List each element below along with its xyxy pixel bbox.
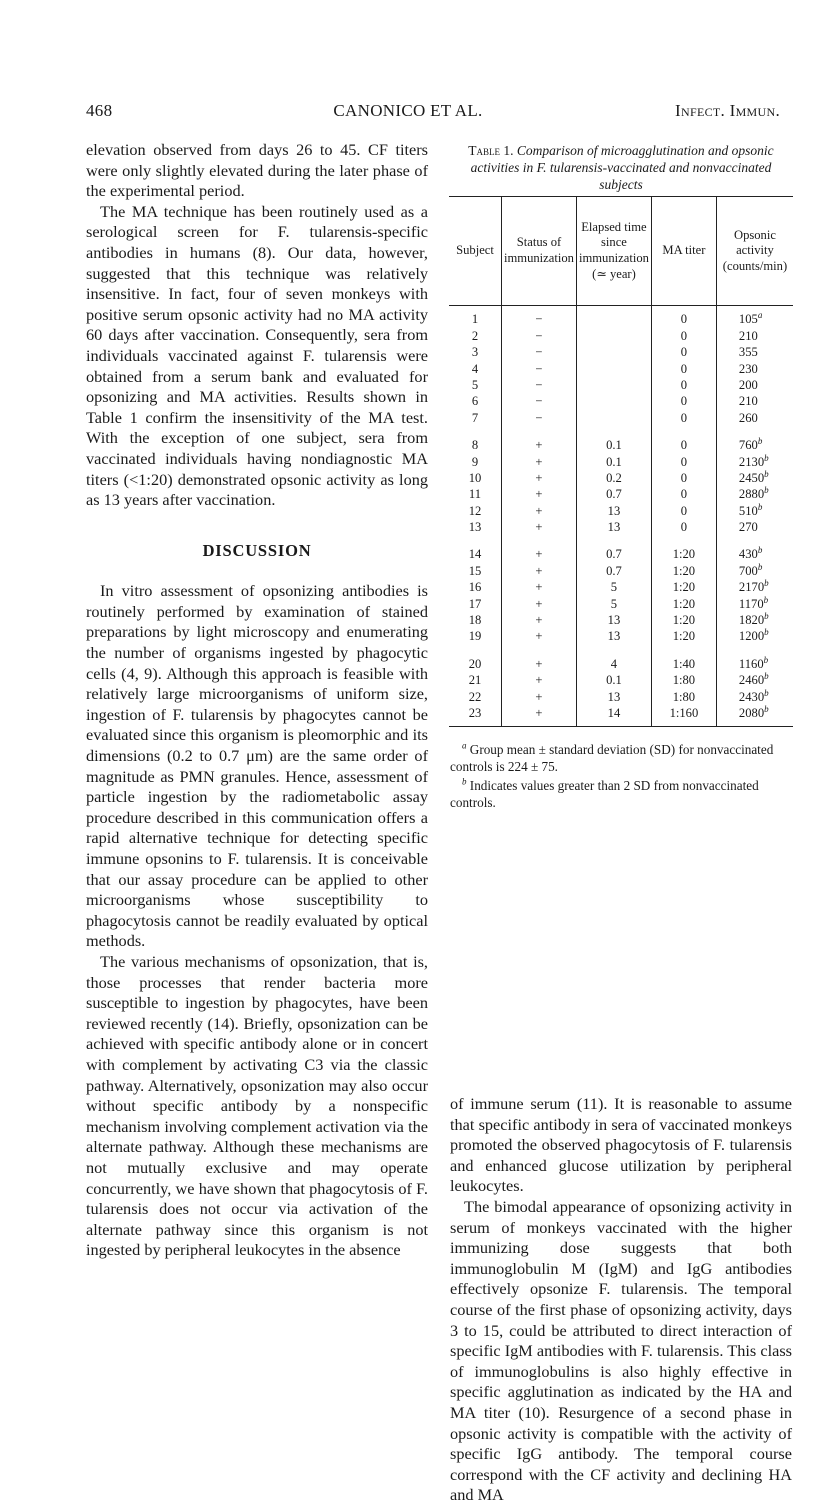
section-heading: DISCUSSION	[202, 540, 312, 560]
table-cell: +	[502, 563, 577, 579]
table-cell: 1:20	[651, 563, 716, 579]
table-cell: 0.2	[576, 471, 651, 487]
table-cell: 13	[576, 613, 651, 629]
table-cell	[716, 378, 793, 394]
footnote-marker: b	[757, 501, 763, 512]
table-cell: 16	[468, 580, 482, 595]
table-row	[449, 580, 793, 596]
table-cell: 13	[576, 689, 651, 705]
table-cell	[716, 673, 793, 689]
table-caption-text: Comparison of microagglutination and opsonic activities in F. tularensis-vaccinated and nonvaccinated subjects	[470, 143, 774, 192]
table-cell: +	[502, 487, 577, 503]
table-row	[449, 520, 793, 536]
footnote-marker: b	[757, 435, 763, 446]
table-cell: 20	[468, 656, 482, 671]
table-cell: 13	[468, 520, 482, 535]
footnote-marker: b	[764, 468, 769, 479]
table-cell: 0.1	[576, 427, 651, 454]
paragraph: The MA technique has been routinely used as a serological screen for F. tularensis-specific antibodies in humans (8). Our data, however, suggested that this technique was relatively insensitive. In fact, four of seven monkeys with positive serum opsonic activity had no MA activity 60 days after vaccination. Consequently, sera from individuals vaccinated against F. tularensis were obtained from a serum bank and evaluated for opsonizing and MA activities. Results shown in Table 1 confirm the insensitivity of the MA test. With the exception of one subject, sera from vaccinated individuals having nondiagnostic MA titers (<1:20) demonstrated opsonic activity as long as 13 years after vaccination.	[86, 201, 428, 510]
footnote-marker: b	[764, 627, 769, 638]
table-cell: 1:80	[651, 689, 716, 705]
table-cell: 1:20	[651, 629, 716, 645]
paragraph: The various mechanisms of opsonization, that is, those processes that render bacteria more susceptible to ingestion by phagocytes, have been reviewed recently (14). Briefly, opsonization can be achieved with specific antibody alone or in concert with complement by activating C3 via the classic pathway. Alternatively, opsonization may also occur without specific antibody by a nonspecific mechanism involving complement activation via the alternate pathway. Although these mechanisms are not mutually exclusive and may operate concurrently, we have shown that phagocytosis of F. tularensis does not occur via activation of the alternate pathway since this organism is not ingested by peripheral leukocytes in the absence	[86, 951, 428, 1260]
table-cell	[576, 345, 651, 361]
footnote-marker: b	[763, 654, 769, 665]
cell-value: 2430	[738, 689, 765, 704]
cell-value: 230	[738, 361, 758, 376]
table-cell	[576, 378, 651, 394]
table-cell: −	[502, 361, 577, 377]
table-cell	[716, 610, 793, 629]
table-cell	[576, 306, 651, 329]
page-number: 468	[86, 101, 113, 120]
table-row	[449, 613, 793, 629]
table-row	[449, 427, 793, 454]
footnote-marker: b	[757, 561, 763, 572]
table-cell: 1:160	[651, 706, 716, 727]
table-row	[449, 454, 793, 470]
table-cell: +	[502, 596, 577, 612]
table-cell	[716, 394, 793, 410]
footnote-marker: b	[764, 485, 769, 496]
table-cell: 23	[449, 706, 502, 727]
table-cell: +	[502, 471, 577, 487]
table-cell: 18	[468, 613, 482, 628]
footnote-marker: b	[764, 452, 769, 463]
table-cell	[576, 410, 651, 426]
table-cell	[716, 689, 793, 705]
table-cell	[716, 427, 793, 454]
table-label: Table 1.	[468, 143, 514, 158]
table-header-row	[449, 197, 793, 306]
table-cell	[716, 410, 793, 426]
table-cell: −	[502, 306, 577, 329]
table-cell	[716, 536, 793, 563]
table-cell: +	[502, 613, 577, 629]
table-cell: 13	[576, 503, 651, 519]
table-row	[449, 706, 793, 727]
table-cell: 7	[471, 410, 479, 425]
table-cell: 0	[651, 394, 716, 410]
cell-value: 2080	[738, 705, 765, 720]
table-cell: 22	[468, 689, 482, 704]
table-cell: 0	[651, 503, 716, 519]
table-row	[449, 394, 793, 410]
table-row	[449, 673, 793, 689]
cell-value: 700	[738, 563, 758, 578]
footnote-marker: a	[757, 310, 763, 321]
table-cell: +	[502, 689, 577, 705]
table-cell: 0	[651, 378, 716, 394]
cell-value: 2450	[738, 470, 765, 485]
table-cell: 1:40	[651, 645, 716, 672]
table-cell: 0	[651, 427, 716, 454]
table-cell: +	[502, 536, 577, 563]
column-header: Status of immunization	[502, 197, 577, 306]
table-cell: +	[502, 427, 577, 454]
table-row	[449, 487, 793, 503]
footnote-marker: b	[764, 610, 769, 621]
paragraph: elevation observed from days 26 to 45. CF titers were only slightly elevated during the later phase of the experimental period.	[86, 140, 428, 201]
table-cell: 21	[468, 673, 482, 688]
table-cell	[716, 629, 793, 645]
table-footnotes	[450, 742, 792, 814]
journal-name: Infect. Immun.	[675, 101, 780, 120]
table-cell	[716, 503, 793, 519]
table-cell	[716, 454, 793, 470]
table-cell: 13	[576, 629, 651, 645]
table-cell	[716, 328, 793, 344]
table-cell: 0	[651, 471, 716, 487]
table-cell: 14	[468, 547, 482, 562]
table-cell: 0	[651, 520, 716, 536]
table-cell: 15	[468, 563, 482, 578]
cell-value: 210	[738, 328, 758, 343]
table-cell: 5	[576, 596, 651, 612]
table-row	[449, 645, 793, 672]
table-cell: 13	[576, 520, 651, 536]
cell-value: 105	[738, 312, 758, 327]
footnote: $^b$ Indicates values greater than 2 SD from nonvaccinated controls.	[450, 776, 759, 810]
table-cell	[716, 703, 793, 727]
table-cell: −	[502, 410, 577, 426]
table-cell: +	[502, 629, 577, 645]
table-cell: 2	[471, 328, 479, 343]
table-cell: 8	[471, 438, 479, 453]
footnote-marker: b	[757, 545, 763, 556]
table-cell	[716, 361, 793, 377]
table-cell	[716, 563, 793, 579]
footnote-marker: b	[763, 594, 769, 605]
table-row	[449, 536, 793, 563]
table-cell: 9	[471, 454, 479, 469]
table-row	[449, 629, 793, 645]
column-header: Opsonic activity (counts/min)	[716, 197, 793, 306]
cell-value: 760	[738, 438, 758, 453]
table-cell	[576, 394, 651, 410]
table-cell: −	[502, 328, 577, 344]
table-cell: 11	[468, 487, 482, 502]
table-cell	[716, 520, 793, 536]
table-cell: 1:20	[651, 613, 716, 629]
table-cell: 0	[651, 345, 716, 361]
cell-value: 510	[738, 503, 758, 518]
table-cell: −	[502, 378, 577, 394]
column-header: Subject	[449, 197, 502, 306]
table-row	[449, 563, 793, 579]
table-cell	[716, 468, 793, 487]
table-row	[449, 378, 793, 394]
cell-value: 200	[738, 377, 758, 392]
footnote-marker: b	[764, 703, 769, 714]
table-cell: 5	[576, 580, 651, 596]
cell-value: 2460	[738, 673, 765, 688]
table-row	[449, 410, 793, 426]
left-column	[86, 140, 428, 1261]
table-cell: 17	[468, 596, 482, 611]
column-header: MA titer	[651, 197, 716, 306]
table-row	[449, 503, 793, 519]
table-row	[449, 361, 793, 377]
footnote-marker: b	[764, 687, 769, 698]
paragraph: In vitro assessment of opsonizing antibodies is routinely performed by examination of stained preparations by light microscopy and enumerating the number of organisms ingested by phagocytic cells (4, 9). Although this approach is feasible with relatively large microorganisms of uniform size, ingestion of F. tularensis by phagocytes cannot be evaluated since this organism is pleomorphic and its dimensions (0.2 to 0.7 μm) are the same order of magnitude as PMN granules. Hence, assessment of particle ingestion by the radiometabolic assay procedure described in this communication offers a rapid alternative technique for detecting specific immune opsonins to F. tularensis. It is conceivable that our assay procedure can be applied to other microorganisms whose susceptibility to phagocytosis cannot be readily evaluated by optical methods.	[86, 581, 428, 951]
cell-value: 1170	[738, 596, 764, 611]
table-row	[449, 689, 793, 705]
table-cell: 12	[468, 503, 482, 518]
table-cell: 14	[576, 706, 651, 727]
table-cell: +	[502, 706, 577, 727]
table-cell: 0	[651, 410, 716, 426]
table-cell: 0	[651, 361, 716, 377]
table-row	[449, 328, 793, 344]
cell-value: 2130	[738, 454, 765, 469]
table-cell: +	[502, 520, 577, 536]
right-column	[450, 1094, 792, 1506]
table-cell: 1:20	[651, 536, 716, 563]
table-cell	[716, 596, 793, 612]
table-cell: 0.7	[576, 487, 651, 503]
table-cell: 0	[651, 328, 716, 344]
table-cell: 5	[471, 377, 479, 392]
paragraph: The bimodal appearance of opsonizing activity in serum of monkeys vaccinated with the higher immunizing dose suggests that both immunoglobulin M (IgM) and IgG antibodies effectively opsonize F. tularensis. The temporal course of the first phase of opsonizing activity, days 3 to 15, could be attributed to direct interaction of specific IgM antibodies with F. tularensis. This class of immunoglobulins is also highly effective in specific agglutination as indicated by the HA and MA titer (10). Resurgence of a second phase in opsonic activity is compatible with the activity of specific IgG antibody. The temporal course correspond with the CF activity and declining HA and MA	[450, 1196, 792, 1505]
table-cell: 6	[471, 394, 479, 409]
table-cell	[716, 580, 793, 596]
cell-value: 1820	[738, 613, 765, 628]
footnote-marker: b	[764, 578, 769, 589]
cell-value: 210	[738, 394, 758, 409]
table-cell	[716, 487, 793, 503]
table-cell: +	[502, 645, 577, 672]
cell-value: 260	[738, 410, 758, 425]
table-body	[449, 306, 793, 727]
table-caption	[450, 142, 792, 193]
table-cell: 0.1	[576, 673, 651, 689]
table-cell: 1	[471, 312, 479, 327]
cell-value: 2170	[738, 580, 765, 595]
table-cell: 0.7	[576, 563, 651, 579]
table-cell	[716, 345, 793, 361]
table-cell: 4	[576, 645, 651, 672]
table-cell: 1:20	[651, 596, 716, 612]
table-cell: +	[502, 503, 577, 519]
table-cell: 10	[468, 470, 482, 485]
running-authors: CANONICO ET AL.	[333, 101, 483, 120]
column-header: Elapsed time since immunization (≃ year)	[576, 197, 651, 306]
table-row	[449, 345, 793, 361]
table-cell: 0.1	[576, 454, 651, 470]
table-cell: 0	[651, 487, 716, 503]
cell-value: 2880	[738, 487, 765, 502]
table-cell: 0	[651, 454, 716, 470]
paragraph: of immune serum (11). It is reasonable to assume that specific antibody in sera of vaccinated monkeys promoted the observed phagocytosis of F. tularensis and enhanced glucose utilization by peripheral leukocytes.	[450, 1094, 792, 1196]
table-row	[449, 596, 793, 612]
table-cell	[576, 328, 651, 344]
table-cell: 4	[471, 361, 479, 376]
table-cell: +	[502, 454, 577, 470]
table-cell: 1:80	[651, 673, 716, 689]
table-cell: −	[502, 394, 577, 410]
footnote-marker: b	[764, 671, 769, 682]
table-cell: +	[502, 673, 577, 689]
cell-value: 270	[738, 520, 758, 535]
data-table	[449, 196, 793, 727]
table-cell: 0	[651, 306, 716, 329]
table-cell: 3	[471, 345, 479, 360]
table-cell: +	[502, 580, 577, 596]
table-row	[449, 306, 793, 329]
cell-value: 430	[738, 547, 758, 562]
table-cell	[716, 645, 793, 672]
table-cell	[716, 306, 793, 329]
table-cell: 0.7	[576, 536, 651, 563]
footnote: $^a$ Group mean ± standard deviation (SD) for nonvaccinated controls is 224 ± 75.	[450, 740, 774, 774]
cell-value: 1200	[738, 629, 765, 644]
table-cell: 19	[468, 629, 482, 644]
table-cell: −	[502, 345, 577, 361]
table-cell	[576, 361, 651, 377]
cell-value: 355	[738, 345, 758, 360]
cell-value: 1160	[738, 656, 764, 671]
table-cell: 1:20	[651, 580, 716, 596]
table-row	[449, 471, 793, 487]
